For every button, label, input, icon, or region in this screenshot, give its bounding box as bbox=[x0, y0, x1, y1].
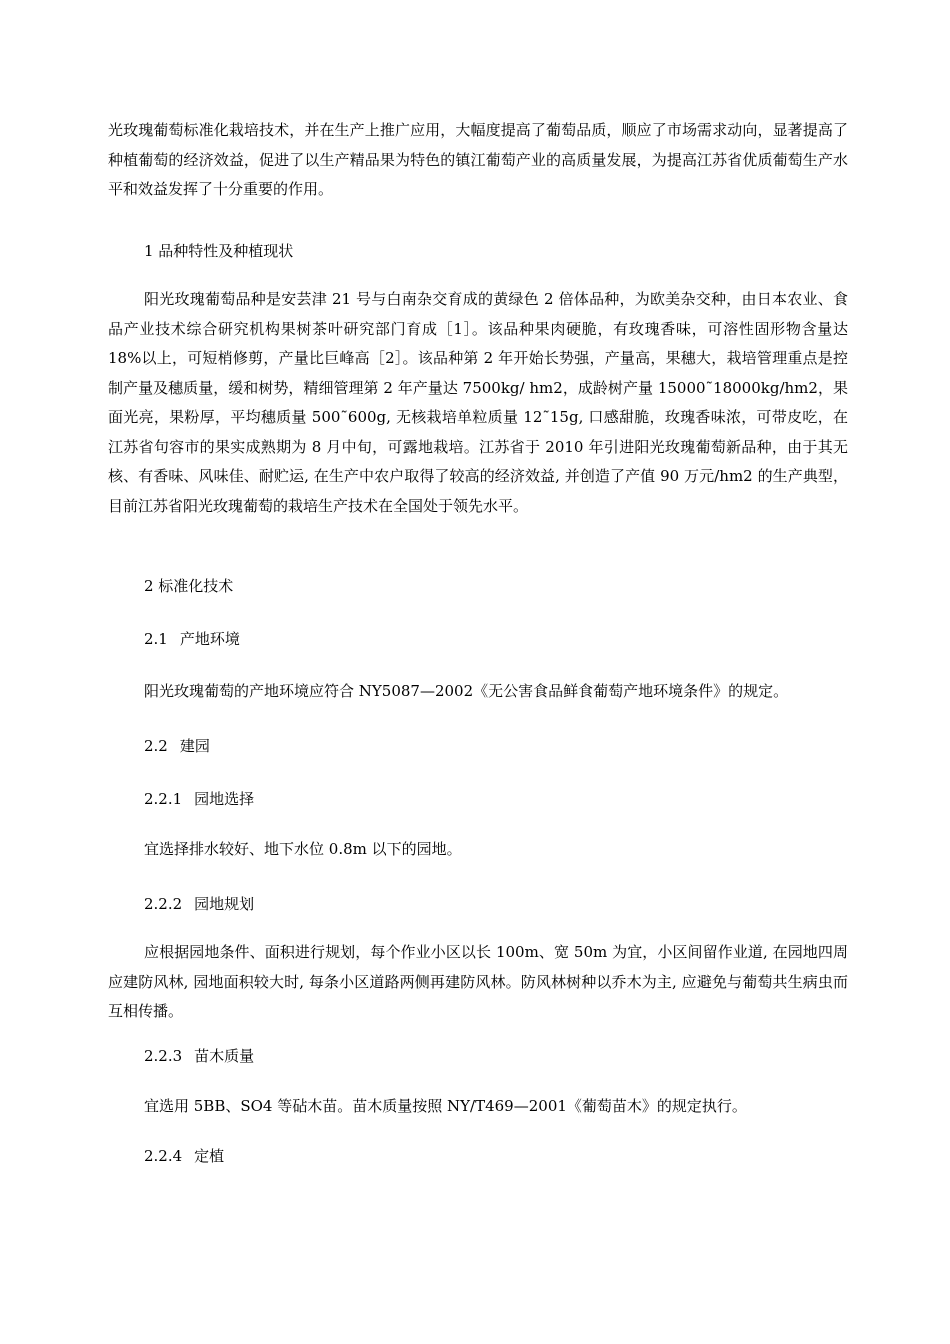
heading-2-2-1 bbox=[144, 789, 254, 809]
paragraph-environment: 阳光玫瑰葡萄的产地环境应符合 NY5087—2002《无公害食品鲜食葡萄产地环境条件》的规定。 bbox=[144, 682, 789, 700]
heading-2-2-number: 2.2 bbox=[144, 737, 168, 755]
heading-2-2-4-number: 2.2.4 bbox=[144, 1147, 183, 1165]
heading-2-1-number: 2.1 bbox=[144, 630, 168, 648]
heading-2-2-3-title: 苗木质量 bbox=[194, 1047, 255, 1065]
heading-2-2-4-title: 定植 bbox=[194, 1147, 225, 1165]
paragraph-planning: 应根据园地条件、面积进行规划，每个作业小区以长 100m、宽 50m 为宜，小区间留作业道, 在园地四周应建防风林, 园地面积较大时, 每条小区道路两侧再建防风林。防风林树种以乔木为主, 应避免与葡萄共生病虫而互相传播。 bbox=[108, 943, 848, 1020]
heading-1: 1 品种特性及种植现状 bbox=[144, 242, 294, 260]
heading-2-1 bbox=[144, 629, 240, 649]
heading-2-2-1-number: 2.2.1 bbox=[144, 790, 183, 808]
paragraph-variety: 阳光玫瑰葡萄品种是安芸津 21 号与白南杂交育成的黄绿色 2 倍体品种，为欧美杂交种，由日本农业、食品产业技术综合研究机构果树茶叶研究部门育成［1］。该品种果肉硬脆，有玫瑰香味，可溶性固形物含量达 18%以上，可短梢修剪，产量比巨峰高［2］。该品种第 2 年开始长势强，产量高，果穗大，栽培管理重点是控制产量及穗质量，缓和树势，精细管理第 2 年产量达 7500kg/ hm2，成龄树产量 15000˜18000kg/hm2，果面光亮，果粉厚，平均穗质量 500˜600g, 无核栽培单粒质量 12˜15g, 口感甜脆，玫瑰香味浓，可带皮吃，在江苏省句容市的果实成熟期为 8 月中旬，可露地栽培。江苏省于 2010 年引进阳光玫瑰葡萄新品种，由于其无核、有香味、风味佳、耐贮运, 在生产中农户取得了较高的经济效益, 并创造了产值 90 万元/hm2 的生产典型，目前江苏省阳光玫瑰葡萄的栽培生产技术在全国处于领先水平。 bbox=[108, 290, 848, 515]
heading-2-2-1-title: 园地选择 bbox=[194, 790, 255, 808]
heading-2-2-3-number: 2.2.3 bbox=[144, 1047, 183, 1065]
heading-2-2-3 bbox=[144, 1046, 254, 1066]
heading-2: 2 标准化技术 bbox=[144, 577, 234, 595]
heading-2-2-2 bbox=[144, 894, 254, 914]
paragraph-seedling-quality: 宜选用 5BB、SO4 等砧木苗。苗木质量按照 NY/T469—2001《葡萄苗木》的规定执行。 bbox=[144, 1097, 747, 1115]
paragraph-site-selection: 宜选择排水较好、地下水位 0.8m 以下的园地。 bbox=[144, 840, 462, 858]
heading-2-2 bbox=[144, 736, 210, 756]
heading-2-2-2-title: 园地规划 bbox=[194, 895, 255, 913]
paragraph-intro: 光玫瑰葡萄标准化栽培技术，并在生产上推广应用，大幅度提高了葡萄品质，顺应了市场需求动向，显著提高了种植葡萄的经济效益，促进了以生产精品果为特色的镇江葡萄产业的高质量发展，为提高江苏省优质葡萄生产水平和效益发挥了十分重要的作用。 bbox=[108, 121, 848, 198]
heading-2-2-4 bbox=[144, 1146, 224, 1166]
heading-2-2-title: 建园 bbox=[179, 737, 210, 755]
heading-2-1-title: 产地环境 bbox=[179, 630, 240, 648]
heading-2-2-2-number: 2.2.2 bbox=[144, 895, 183, 913]
